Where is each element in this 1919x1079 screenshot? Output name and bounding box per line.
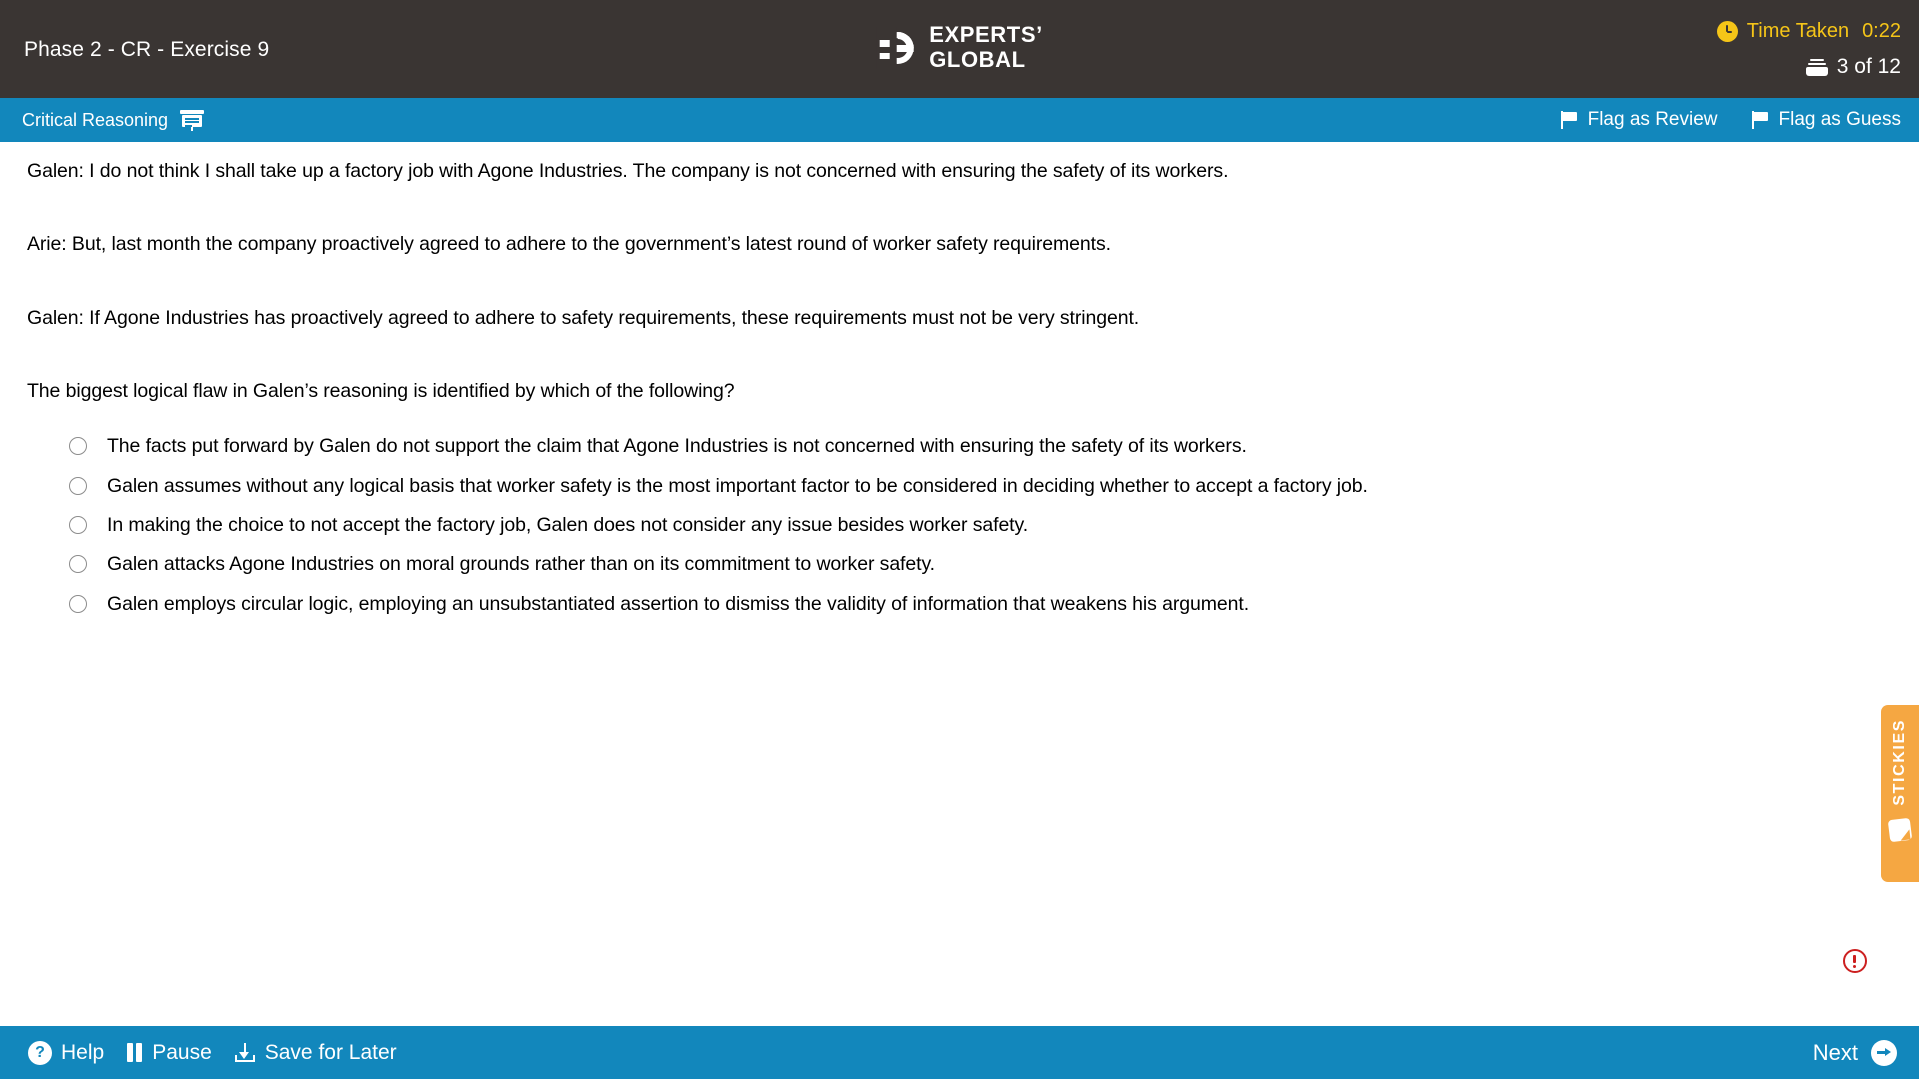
- stickies-tab[interactable]: [1881, 705, 1919, 882]
- question-stack-icon: [1806, 59, 1828, 76]
- flag-as-guess-label: Flag as Guess: [1778, 109, 1901, 130]
- question-content: [0, 142, 1919, 1026]
- answer-option-label: The facts put forward by Galen do not support the claim that Agone Industries is not concerned with ensuring the safety of its workers.: [107, 435, 1247, 458]
- footer-actions: [28, 1041, 397, 1065]
- answer-option[interactable]: [27, 592, 1891, 617]
- whiteboard-icon[interactable]: [180, 110, 204, 131]
- question-prompt: The biggest logical flaw in Galen’s reasoning is identified by which of the following?: [27, 379, 735, 402]
- stimulus-paragraph: Galen: If Agone Industries has proactively agreed to adhere to safety requirements, these requirements must not be very stringent.: [27, 306, 1140, 329]
- answer-option[interactable]: [27, 434, 1891, 459]
- next-button[interactable]: [1813, 1040, 1897, 1066]
- radio-button[interactable]: [69, 437, 87, 455]
- arrow-right-circle-icon: [1871, 1040, 1897, 1066]
- question-counter-label: 3 of 12: [1836, 55, 1901, 78]
- header-status-area: [1717, 16, 1901, 83]
- stimulus-paragraph: Arie: But, last month the company proactively agreed to adhere to the government’s latest round of worker safety requirements.: [27, 233, 1111, 256]
- footer-bar: [0, 1026, 1919, 1079]
- exclamation-circle-icon[interactable]: [1843, 949, 1867, 973]
- question-mark-circle-icon: ?: [28, 1041, 52, 1065]
- radio-button[interactable]: [69, 595, 87, 613]
- answer-option[interactable]: [27, 513, 1891, 538]
- brand-logo: [876, 24, 1043, 71]
- flag-controls: [1561, 98, 1901, 142]
- radio-button[interactable]: [69, 516, 87, 534]
- page-title: Phase 2 - CR - Exercise 9: [24, 38, 270, 61]
- stickies-label: STICKIES: [1891, 719, 1908, 806]
- help-button[interactable]: [28, 1041, 104, 1065]
- brand-name-line1: EXPERTS’: [929, 22, 1043, 47]
- flag-icon: [1752, 111, 1769, 129]
- save-for-later-label: Save for Later: [264, 1040, 397, 1064]
- question-counter: [1717, 51, 1901, 83]
- section-name-label: Critical Reasoning: [22, 109, 169, 130]
- section-bar: [0, 98, 1919, 142]
- answer-option-label: Galen employs circular logic, employing an unsubstantiated assertion to dismiss the validity of information that weakens his argument.: [107, 592, 1250, 615]
- radio-button[interactable]: [69, 477, 87, 495]
- answer-option-label: Galen assumes without any logical basis that worker safety is the most important factor to be considered in deciding whether to accept a factory job.: [107, 474, 1368, 497]
- flag-icon: [1561, 111, 1578, 129]
- pause-button[interactable]: [126, 1041, 212, 1065]
- flag-as-guess-button[interactable]: [1752, 109, 1902, 131]
- timer-value: 0:22: [1862, 19, 1901, 42]
- next-label: Next: [1812, 1039, 1858, 1065]
- pause-icon: [126, 1043, 143, 1062]
- answer-option-label: In making the choice to not accept the factory job, Galen does not consider any issue besides worker safety.: [107, 513, 1029, 536]
- stimulus-paragraph: Galen: I do not think I shall take up a factory job with Agone Industries. The company is not concerned with ensuring the safety of its workers.: [27, 160, 1229, 182]
- radio-button[interactable]: [69, 555, 87, 573]
- experts-global-logo-mark-icon: [876, 27, 918, 69]
- answer-options: [27, 434, 1891, 617]
- flag-as-review-label: Flag as Review: [1587, 109, 1718, 130]
- timer: [1717, 16, 1901, 46]
- answer-option[interactable]: [27, 552, 1891, 577]
- clock-icon: [1717, 21, 1738, 42]
- sticky-note-icon: [1889, 819, 1911, 841]
- help-label: Help: [61, 1040, 105, 1064]
- answer-option-label: Galen attacks Agone Industries on moral grounds rather than on its commitment to worker safety.: [107, 553, 935, 576]
- pause-label: Pause: [152, 1040, 212, 1064]
- download-icon: [234, 1042, 256, 1064]
- brand-name-line2: GLOBAL: [929, 47, 1026, 72]
- save-for-later-button[interactable]: [234, 1041, 397, 1065]
- timer-label: Time Taken: [1746, 19, 1850, 42]
- answer-option[interactable]: [27, 474, 1891, 499]
- top-header: [0, 0, 1919, 98]
- section-identity: [22, 98, 204, 142]
- flag-as-review-button[interactable]: [1561, 109, 1718, 131]
